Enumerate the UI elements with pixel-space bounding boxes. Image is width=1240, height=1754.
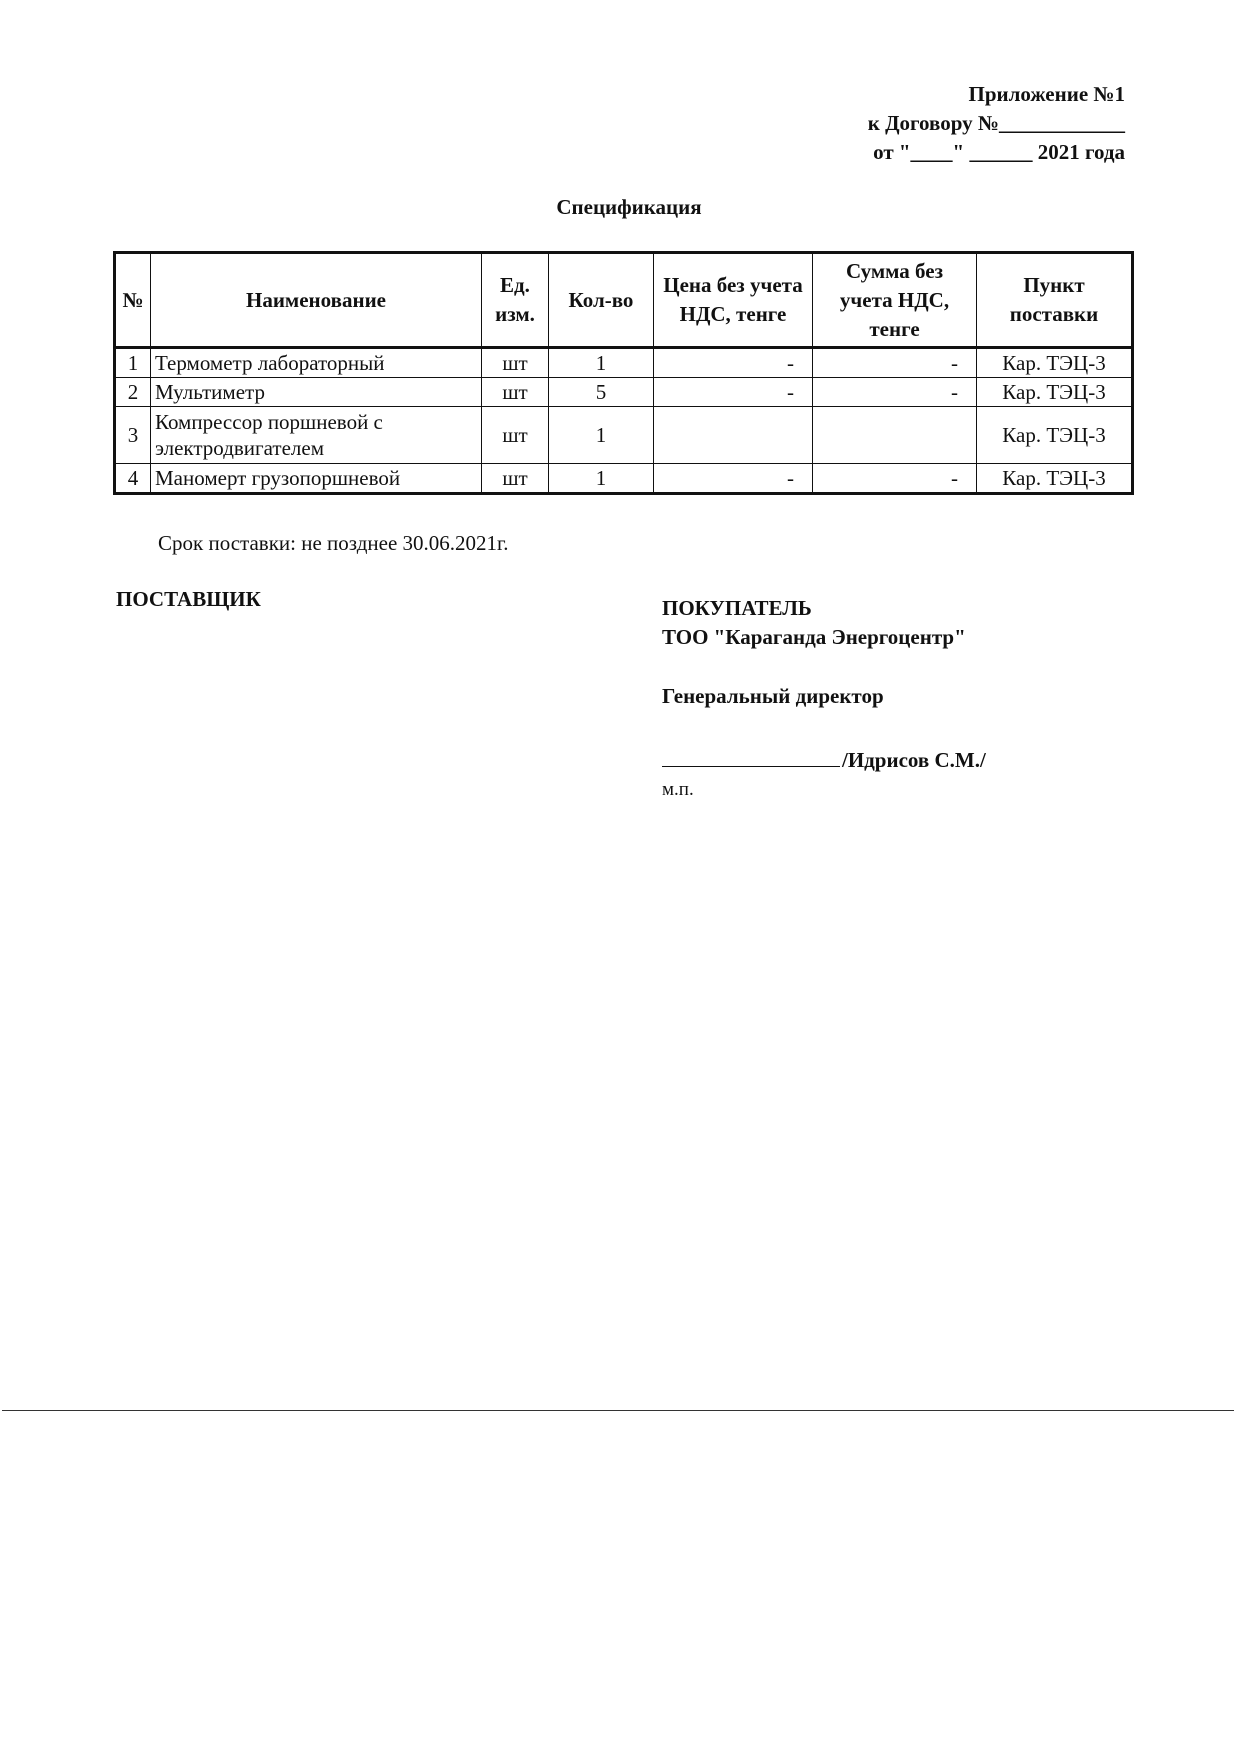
row-qty: 1 (549, 407, 654, 464)
row-delivery-point: Кар. ТЭЦ-3 (977, 464, 1132, 493)
stamp-place: м.п. (662, 779, 694, 800)
page-divider (2, 1410, 1234, 1411)
appendix-label: Приложение №1 (968, 82, 1125, 106)
contract-number-line: к Договору №____________ (867, 111, 1125, 135)
header-delivery-point: Пункт поставки (977, 254, 1132, 348)
specification-table (115, 253, 1132, 493)
row-delivery-point: Кар. ТЭЦ-3 (977, 348, 1132, 378)
row-sum: - (813, 378, 977, 407)
row-num: 4 (116, 464, 151, 493)
row-num: 3 (116, 407, 151, 464)
row-price: - (654, 464, 813, 493)
row-name: Мультиметр (151, 378, 482, 407)
row-name: Компрессор поршневой с электродвигателем (151, 407, 482, 464)
row-delivery-point: Кар. ТЭЦ-3 (977, 378, 1132, 407)
row-sum (813, 407, 977, 464)
row-num: 1 (116, 348, 151, 378)
supplier-heading: ПОСТАВЩИК (116, 587, 261, 611)
row-price (654, 407, 813, 464)
buyer-company: ТОО "Караганда Энергоцентр" (662, 625, 966, 649)
document-header (868, 80, 1125, 167)
table-header-row (116, 254, 1132, 348)
row-unit: шт (482, 378, 549, 407)
buyer-block (662, 594, 986, 804)
row-qty: 1 (549, 464, 654, 493)
table-row (116, 378, 1132, 407)
row-unit: шт (482, 348, 549, 378)
table-row (116, 348, 1132, 378)
header-name: Наименование (151, 254, 482, 348)
header-qty: Кол-во (549, 254, 654, 348)
buyer-position: Генеральный директор (662, 684, 884, 708)
row-delivery-point: Кар. ТЭЦ-3 (977, 407, 1132, 464)
delivery-term: Срок поставки: не позднее 30.06.2021г. (158, 531, 509, 555)
buyer-heading: ПОКУПАТЕЛЬ (662, 596, 812, 620)
table-row (116, 407, 1132, 464)
row-num: 2 (116, 378, 151, 407)
signature-blank (662, 744, 840, 767)
header-unit: Ед. изм. (482, 254, 549, 348)
row-qty: 1 (549, 348, 654, 378)
row-name: Термометр лабораторный (151, 348, 482, 378)
signatory-name: /Идрисов С.М./ (842, 748, 986, 772)
row-price: - (654, 378, 813, 407)
row-sum: - (813, 464, 977, 493)
header-sum: Сумма без учета НДС, тенге (813, 254, 977, 348)
document-title: Спецификация (556, 195, 702, 219)
row-unit: шт (482, 464, 549, 493)
header-price: Цена без учета НДС, тенге (654, 254, 813, 348)
signature-line (662, 744, 986, 775)
table-row (116, 464, 1132, 493)
contract-date-line: от "____" ______ 2021 года (873, 140, 1125, 164)
row-name: Маномерт грузопоршневой (151, 464, 482, 493)
row-unit: шт (482, 407, 549, 464)
row-qty: 5 (549, 378, 654, 407)
header-num: № (116, 254, 151, 348)
row-price: - (654, 348, 813, 378)
row-sum: - (813, 348, 977, 378)
